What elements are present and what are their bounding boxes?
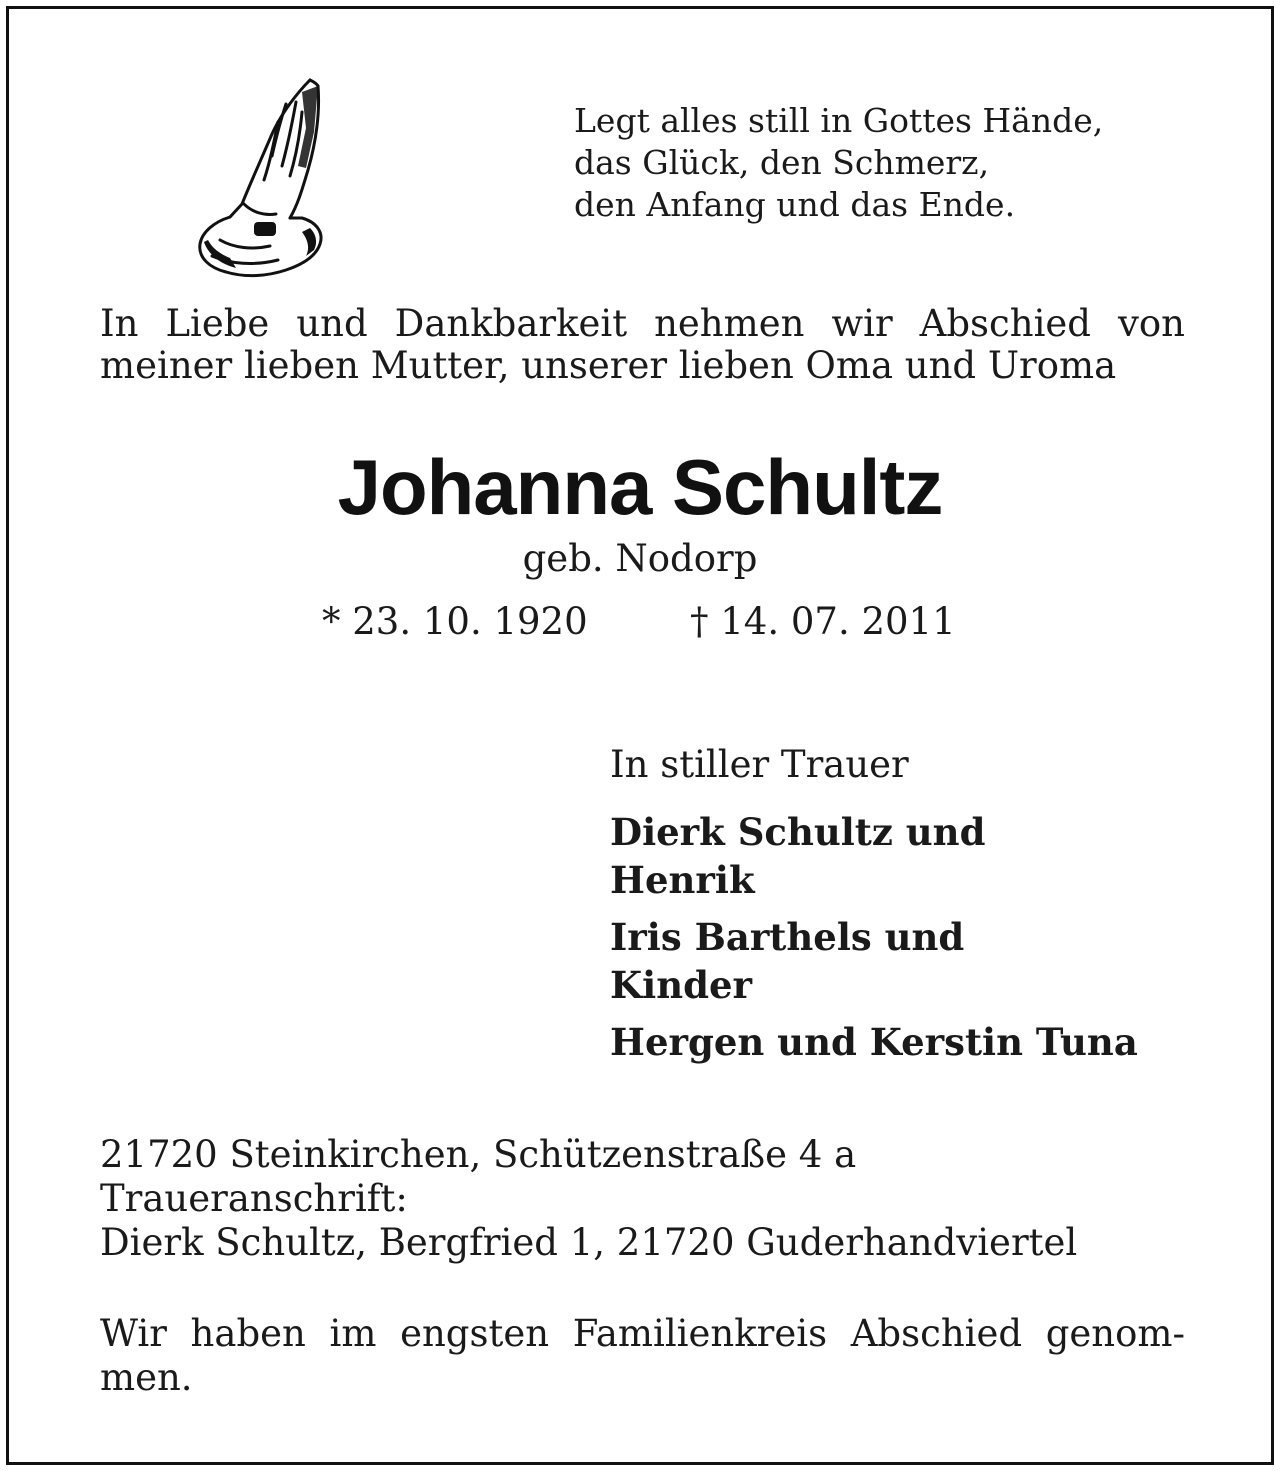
intro-line: meiner lieben Mutter, unserer lieben Oma und Uroma — [100, 344, 1117, 387]
address-line: 21720 Steinkirchen, Schützenstraße 4 a — [100, 1133, 857, 1176]
address-label: Traueranschrift: — [100, 1177, 408, 1220]
mourning-address: Dierk Schultz, Bergfried 1, 21720 Guderhandviertel — [100, 1221, 1078, 1264]
mourner-group — [610, 808, 1138, 904]
mourner-group — [610, 1018, 1138, 1066]
verse-line: den Anfang und das Ende. — [574, 185, 1016, 224]
address-block — [100, 1133, 1077, 1265]
mourning-heading: In stiller Trauer — [610, 743, 909, 786]
mourner-line: Dierk Schultz und — [610, 810, 986, 854]
verse-line: Legt alles still in Gottes Hände, — [574, 101, 1104, 140]
praying-hands-icon — [190, 72, 340, 287]
birth-date: * 23. 10. 1920 — [322, 600, 588, 643]
deceased-name: Johanna Schultz — [337, 443, 943, 531]
life-dates — [0, 600, 1280, 650]
mourner-group — [610, 913, 1138, 1009]
maiden-name: geb. Nodorp — [522, 537, 758, 580]
verse-block — [574, 100, 1103, 226]
mourner-line: Hergen und Kerstin Tuna — [610, 1020, 1138, 1064]
closing-line: Wir haben im engsten Familienkreis Abschied genom- — [100, 1312, 1185, 1355]
mourners-list — [610, 808, 1138, 1075]
mourner-line: Iris Barthels und — [610, 915, 965, 959]
verse-line: das Glück, den Schmerz, — [574, 143, 990, 182]
death-date: † 14. 07. 2011 — [690, 600, 956, 643]
mourner-line: Kinder — [610, 963, 753, 1007]
intro-text — [100, 303, 1185, 387]
mourner-line: Henrik — [610, 858, 755, 902]
closing-line: men. — [100, 1356, 193, 1399]
intro-line: In Liebe und Dankbarkeit nehmen wir Abschied von — [100, 302, 1185, 345]
closing-note — [100, 1312, 1185, 1400]
